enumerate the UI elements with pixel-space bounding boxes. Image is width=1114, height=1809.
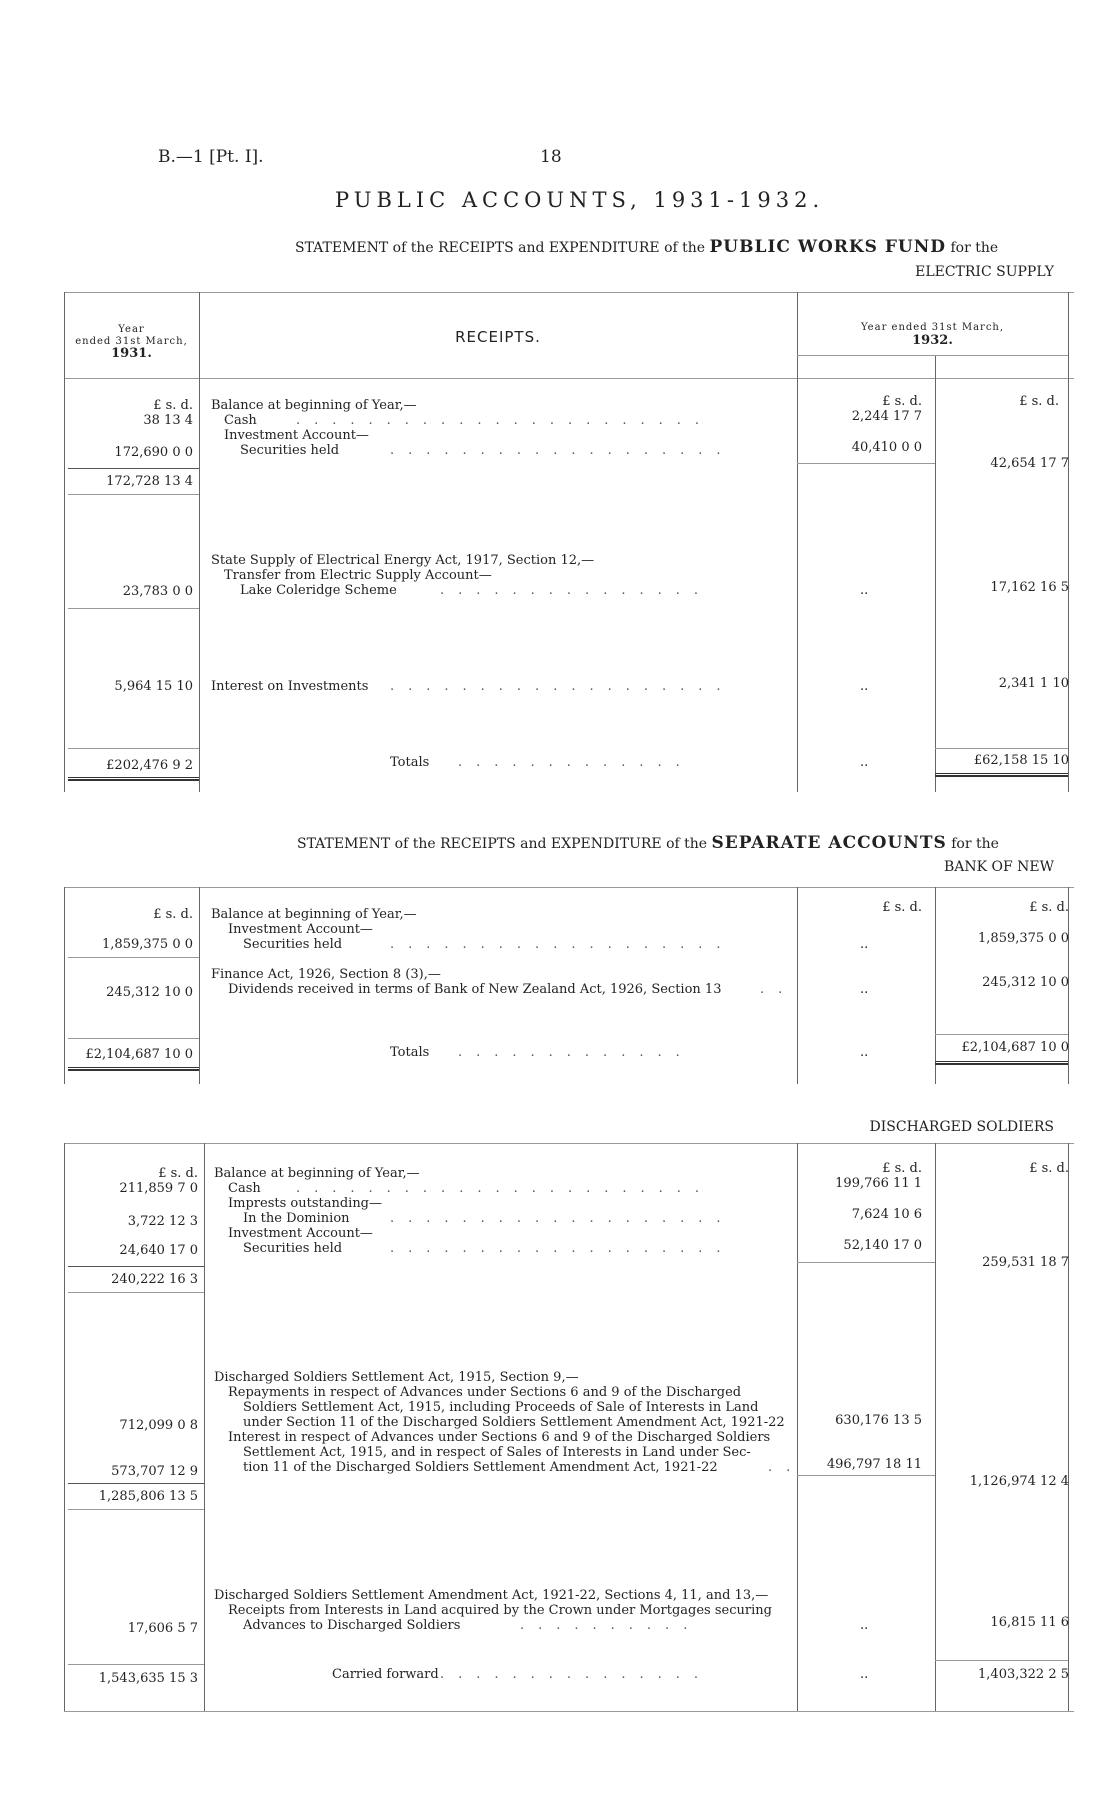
- prev-securities-amount: 1,859,375 0 0: [102, 937, 193, 952]
- statement-heading-text: STATEMENT of the RECEIPTS and EXPENDITURE of the: [297, 836, 708, 852]
- column-header-receipts: RECEIPTS.: [455, 328, 541, 346]
- subtotal-rule: [68, 1292, 204, 1293]
- dominion-amount: 7,624 10 6: [851, 1207, 922, 1222]
- prev-repayments-amount: 712,099 0 8: [119, 1418, 198, 1433]
- leader-dots: .............: [458, 1045, 694, 1060]
- leader-dots: ..: [768, 1460, 805, 1475]
- unit-label-detail: £ s. d.: [882, 394, 922, 409]
- column-rule: [199, 887, 200, 1084]
- leader-dots: .......................: [296, 1181, 714, 1196]
- column-rule: [199, 292, 200, 792]
- row-label-repayments-cont: under Section 11 of the Discharged Soldiers Settlement Amendment Act, 1921-22: [243, 1415, 785, 1430]
- nil-marker: ..: [860, 1667, 869, 1682]
- column-rule: [204, 1143, 205, 1711]
- row-label-receipts-interests: Receipts from Interests in Land acquired by the Crown under Mortgages securing: [228, 1603, 772, 1618]
- row-rule: [68, 1509, 204, 1510]
- table-top-rule: [64, 887, 1074, 888]
- prev-totals-amount: £2,104,687 10 0: [85, 1047, 193, 1062]
- prev-carried-forward: 1,543,635 15 3: [98, 1671, 198, 1686]
- prev-interest-amount: 5,964 15 10: [114, 679, 193, 694]
- table-top-rule: [64, 292, 1074, 293]
- column-rule: [935, 355, 936, 792]
- nil-marker: ..: [860, 937, 869, 952]
- subtotal-rule: [68, 1266, 204, 1267]
- leader-dots: ...................: [390, 1211, 735, 1226]
- statement-heading-text: STATEMENT of the RECEIPTS and EXPENDITURE of the: [295, 240, 706, 256]
- totals-rule: [935, 748, 1068, 749]
- balance-total: 42,654 17 7: [990, 456, 1069, 471]
- prev-interest-advances-amount: 573,707 12 9: [111, 1464, 198, 1479]
- state-supply-total: 17,162 16 5: [990, 580, 1069, 595]
- unit-label-total: £ s. d.: [1019, 394, 1059, 409]
- prev-securities-amount: 172,690 0 0: [114, 445, 193, 460]
- interest-advances-amount: 496,797 18 11: [826, 1457, 922, 1472]
- column-header-prev-year-number: 1931.: [111, 346, 152, 361]
- row-label-interest-cont: tion 11 of the Discharged Soldiers Settlement Amendment Act, 1921-22: [243, 1460, 718, 1475]
- interest-total: 2,341 1 10: [998, 676, 1069, 691]
- statement-heading-suffix: for the: [951, 836, 999, 852]
- row-label-amendment-act: Discharged Soldiers Settlement Amendment Act, 1921-22, Sections 4, 11, and 13,—: [214, 1588, 769, 1603]
- dss-act-total: 1,126,974 12 4: [969, 1474, 1069, 1489]
- nil-marker: ..: [860, 1618, 869, 1633]
- totals-rule: [68, 1038, 199, 1039]
- row-label-securities: Securities held: [243, 1241, 343, 1256]
- row-label-balance: Balance at beginning of Year,—: [214, 1166, 420, 1181]
- prev-amendment-amount: 17,606 5 7: [127, 1621, 198, 1636]
- cash-amount: 199,766 11 1: [835, 1176, 922, 1191]
- row-label-totals: Totals: [390, 1045, 430, 1060]
- securities-amount: 40,410 0 0: [851, 440, 922, 455]
- row-label-investment-account: Investment Account—: [228, 922, 373, 937]
- totals-rule: [935, 1034, 1068, 1035]
- row-label-dividends: Dividends received in terms of Bank of New Zealand Act, 1926, Section 13: [228, 982, 722, 997]
- header-rule: [64, 378, 1074, 379]
- row-rule: [68, 957, 199, 958]
- table-left-rule: [64, 887, 65, 1084]
- page-number: 18: [540, 147, 562, 167]
- leader-dots: ...............: [440, 1667, 712, 1682]
- fund-name: PUBLIC WORKS FUND: [709, 237, 947, 257]
- table-left-rule: [64, 292, 65, 792]
- nil-marker: ..: [860, 679, 869, 694]
- unit-label-total: £ s. d.: [1029, 1161, 1069, 1176]
- row-label-cash: Cash: [228, 1181, 261, 1196]
- subtotal-rule: [797, 1475, 935, 1476]
- unit-label-prev: £ s. d.: [153, 907, 193, 922]
- row-label-advances-soldiers: Advances to Discharged Soldiers: [243, 1618, 461, 1633]
- statement-heading: [297, 833, 999, 853]
- page-title: PUBLIC ACCOUNTS, 1931-1932.: [335, 188, 825, 212]
- prev-securities-amount: 24,640 17 0: [119, 1243, 198, 1258]
- subtotal-rule: [68, 1483, 204, 1484]
- nil-marker: ..: [860, 755, 869, 770]
- unit-label-prev: £ s. d.: [153, 398, 193, 413]
- leader-dots: ...................: [390, 679, 735, 694]
- row-label-balance: Balance at beginning of Year,—: [211, 907, 417, 922]
- subtotal-rule: [68, 494, 199, 495]
- unit-label-prev: £ s. d.: [158, 1166, 198, 1181]
- grand-total: £2,104,687 10 0: [961, 1040, 1069, 1055]
- double-rule: [935, 1061, 1068, 1065]
- leader-dots: ...................: [390, 937, 735, 952]
- carried-rule: [935, 1660, 1068, 1661]
- table-left-rule: [64, 1143, 65, 1711]
- double-rule: [68, 1067, 199, 1071]
- prev-dividends-amount: 245,312 10 0: [106, 985, 193, 1000]
- column-header-prev-year-ended: ended 31st March,: [75, 336, 188, 347]
- row-label-interest: Interest on Investments: [211, 679, 369, 694]
- column-header-current-year: Year ended 31st March,: [860, 322, 1005, 333]
- dividends-total: 245,312 10 0: [982, 975, 1069, 990]
- row-label-carried-forward: Carried forward: [332, 1667, 439, 1682]
- row-label-imprests: Imprests outstanding—: [228, 1196, 383, 1211]
- nil-marker: ..: [860, 1045, 869, 1060]
- column-header-prev-year: Year: [118, 324, 145, 335]
- row-rule: [68, 608, 199, 609]
- account-name: SEPARATE ACCOUNTS: [711, 833, 947, 853]
- leader-dots: .......................: [296, 413, 714, 428]
- column-rule: [935, 887, 936, 1084]
- subtotal-rule: [797, 463, 935, 464]
- prev-cash-amount: 38 13 4: [143, 413, 193, 428]
- securities-total: 1,859,375 0 0: [978, 931, 1069, 946]
- leader-dots: ...................: [390, 1241, 735, 1256]
- prev-dominion-amount: 3,722 12 3: [127, 1214, 198, 1229]
- statement-subtitle: ELECTRIC SUPPLY: [915, 264, 1054, 280]
- column-rule: [797, 887, 798, 1084]
- unit-label-total: £ s. d.: [1029, 900, 1069, 915]
- double-rule: [935, 773, 1068, 777]
- table-right-rule: [1068, 292, 1069, 792]
- row-label-repayments: Repayments in respect of Advances under Sections 6 and 9 of the Discharged: [228, 1385, 742, 1400]
- double-rule: [68, 777, 199, 781]
- statement-heading: [295, 237, 999, 257]
- amendment-total: 16,815 11 6: [990, 1615, 1069, 1630]
- nil-marker: ..: [860, 583, 869, 598]
- document-reference: B.—1 [Pt. I].: [158, 147, 264, 167]
- balance-total: 259,531 18 7: [982, 1255, 1069, 1270]
- statement-subtitle: DISCHARGED SOLDIERS: [869, 1119, 1054, 1135]
- totals-rule: [68, 748, 199, 749]
- row-label-dominion: In the Dominion: [243, 1211, 350, 1226]
- repayments-amount: 630,176 13 5: [835, 1413, 922, 1428]
- statement-subtitle: BANK OF NEW: [943, 859, 1054, 875]
- row-label-securities: Securities held: [240, 443, 340, 458]
- row-label-investment-account: Investment Account—: [228, 1226, 373, 1241]
- table-bottom-rule: [64, 1711, 1074, 1712]
- row-label-finance-act: Finance Act, 1926, Section 8 (3),—: [211, 967, 441, 982]
- column-rule: [797, 1143, 798, 1711]
- row-label-dss-act: Discharged Soldiers Settlement Act, 1915, Section 9,—: [214, 1370, 579, 1385]
- row-label-cash: Cash: [224, 413, 257, 428]
- header-split-rule: [797, 355, 1068, 356]
- grand-total: £62,158 15 10: [973, 753, 1069, 768]
- statement-heading-suffix: for the: [950, 240, 999, 256]
- carried-forward-total: 1,403,322 2 5: [978, 1667, 1069, 1682]
- row-label-totals: Totals: [390, 755, 430, 770]
- prev-totals-amount: £202,476 9 2: [106, 758, 193, 773]
- unit-label-detail: £ s. d.: [882, 900, 922, 915]
- prev-balance-subtotal: 240,222 16 3: [111, 1272, 198, 1287]
- prev-state-supply-amount: 23,783 0 0: [122, 584, 193, 599]
- row-label-state-supply: State Supply of Electrical Energy Act, 1917, Section 12,—: [211, 553, 595, 568]
- row-label-interest-cont: Settlement Act, 1915, and in respect of Sales of Interests in Land under Sec-: [243, 1445, 751, 1460]
- nil-marker: ..: [860, 982, 869, 997]
- prev-balance-subtotal: 172,728 13 4: [106, 474, 193, 489]
- prev-dss-subtotal: 1,285,806 13 5: [98, 1489, 198, 1504]
- securities-amount: 52,140 17 0: [843, 1238, 922, 1253]
- prev-cash-amount: 211,859 7 0: [119, 1181, 198, 1196]
- row-label-balance: Balance at beginning of Year,—: [211, 398, 417, 413]
- cash-amount: 2,244 17 7: [851, 409, 922, 424]
- leader-dots: .............: [458, 755, 694, 770]
- row-label-transfer: Transfer from Electric Supply Account—: [224, 568, 492, 583]
- table-top-rule: [64, 1143, 1074, 1144]
- subtotal-rule: [68, 468, 199, 469]
- leader-dots: ...................: [390, 443, 735, 458]
- column-header-current-year-number: 1932.: [912, 333, 953, 348]
- subtotal-rule: [797, 1262, 935, 1263]
- column-rule: [797, 292, 798, 792]
- unit-label-detail: £ s. d.: [882, 1161, 922, 1176]
- row-label-interest-advances: Interest in respect of Advances under Sections 6 and 9 of the Discharged Soldiers: [228, 1430, 771, 1445]
- column-rule: [935, 1143, 936, 1711]
- leader-dots: ...............: [440, 583, 712, 598]
- leader-dots: ..........: [520, 1618, 702, 1633]
- row-label-lake-coleridge: Lake Coleridge Scheme: [240, 583, 397, 598]
- row-label-securities: Securities held: [243, 937, 343, 952]
- row-label-repayments-cont: Soldiers Settlement Act, 1915, including Proceeds of Sale of Interests in Land: [243, 1400, 759, 1415]
- carried-rule: [68, 1664, 204, 1665]
- leader-dots: ..: [760, 982, 797, 997]
- row-label-investment-account: Investment Account—: [224, 428, 369, 443]
